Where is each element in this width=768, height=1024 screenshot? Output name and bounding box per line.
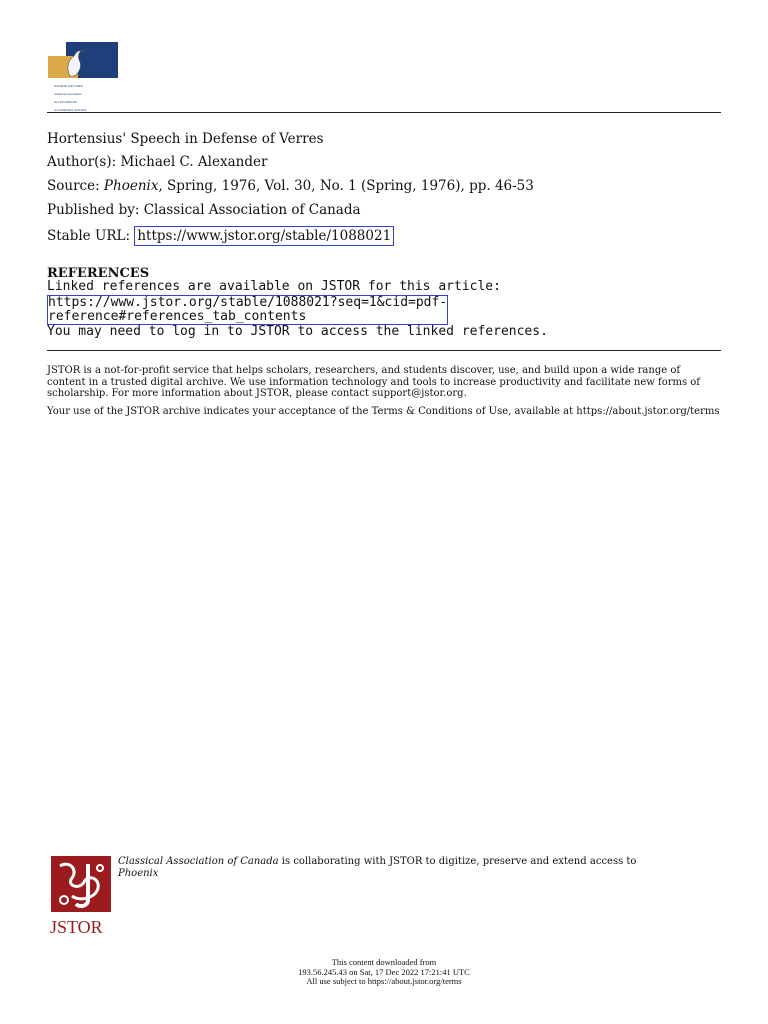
terms-notice: Your use of the JSTOR archive indicates your acceptance of the Terms & Conditions of Use, available at https://about.jstor.org/terms [47,406,720,417]
references-link[interactable]: https://www.jstor.org/stable/1088021?seq=1&cid=pdf- reference#references_tab_contents [48,294,448,324]
stable-url-row: Stable URL: https://www.jstor.org/stable/1088021 [47,228,394,244]
publisher-name: Classical Association of Canada [143,202,361,218]
collaboration-notice: Classical Association of Canada is collaborating with JSTOR to digitize, preserve and extend access to Phoenix [118,856,637,879]
collab-org: Classical Association of Canada [118,856,279,867]
source-journal: Phoenix [103,178,159,194]
stable-url-link[interactable]: https://www.jstor.org/stable/1088021 [134,226,394,246]
references-text: Linked references are available on JSTOR for this article: https://www.jstor.org/stable/1088021?seq=1&cid=pdf- reference#references_tab_contents You may need to log in to JSTOR to access the linked references. [47,279,548,339]
jstor-emblem-icon [50,856,114,936]
jstor-notice: JSTOR is a not-for-profit service that helps scholars, researchers, and students discover, use, and build upon a wide range of content in a trusted digital archive. We use information technology and tools to increase productivity and facilitate new forms of scholarship. For more information about JSTOR, please contact support@jstor.org. [47,365,701,399]
article-author: Author(s): Michael C. Alexander [47,154,268,170]
heron-emblem-icon [48,42,124,82]
society-logo [48,42,124,112]
download-footer: This content downloaded from 193.56.245.43 on Sat, 17 Dec 2022 17:21:41 UTC All use subject to https://about.jstor.org/terms [298,957,470,986]
jstor-wordmark: JSTOR [50,917,103,936]
article-publisher: Published by: Classical Association of Canada [47,202,361,218]
article-source: Source: Phoenix, Spring, 1976, Vol. 30, No. 1 (Spring, 1976), pp. 46-53 [47,178,534,194]
author-name: Michael C. Alexander [120,154,268,170]
article-title: Hortensius' Speech in Defense of Verres [47,131,324,147]
jstor-logo [50,856,114,936]
collab-journal: Phoenix [118,867,159,879]
middle-divider [47,350,721,351]
logo-caption: SOCIETE D'ETUDES Classical Association des ETUDES DE CLASSIQUES CANADA [54,84,87,112]
top-divider [47,112,721,113]
references-heading: REFERENCES [47,266,150,281]
